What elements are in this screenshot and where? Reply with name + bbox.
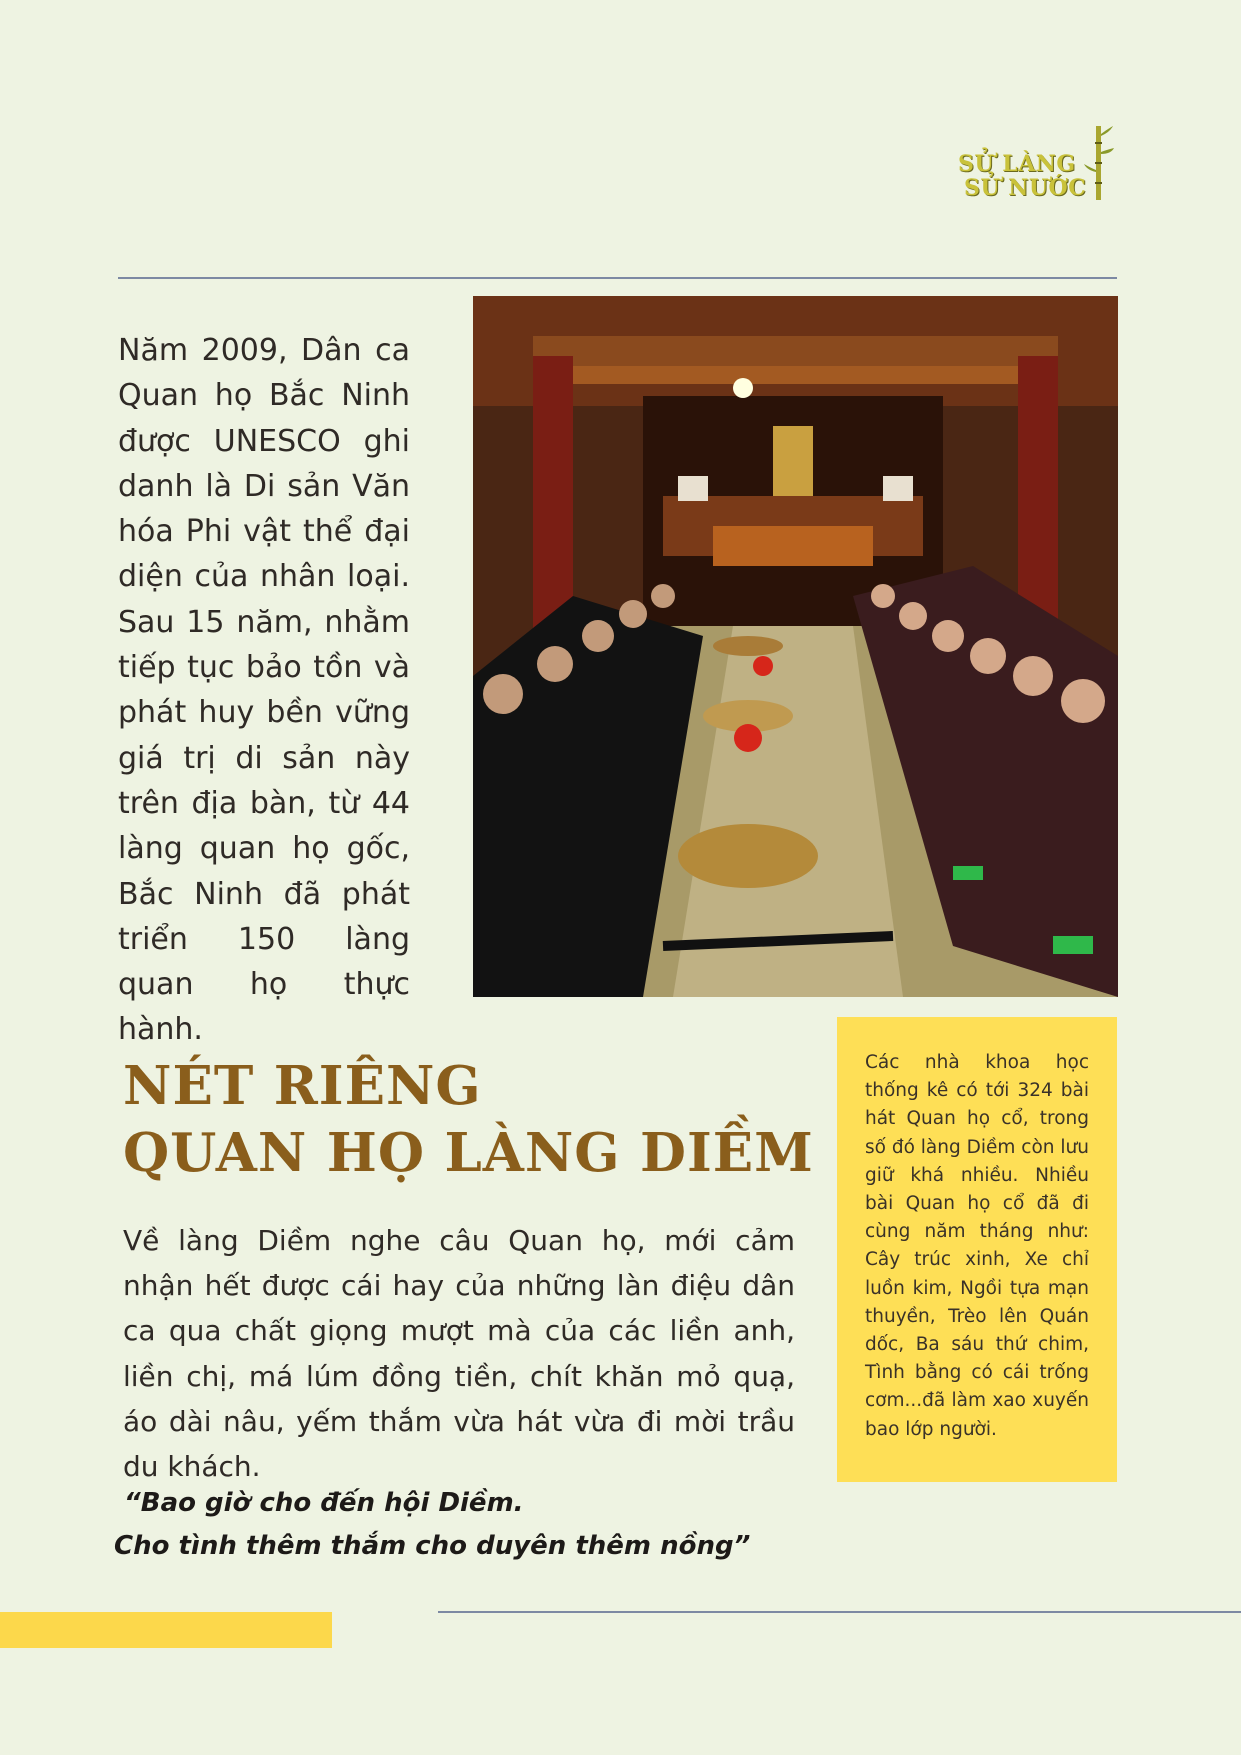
quote-line-1: “Bao giờ cho đến hội Diềm. — [124, 1488, 524, 1518]
section-body: Về làng Diềm nghe câu Quan họ, mới cảm nhận hết được cái hay của những làn điệu dân ca qua chất giọng mượt mà của các liền anh, liền chị, má lúm đồng tiền, chít khăn mỏ quạ, áo dài nâu, yếm thắm vừa hát vừa đi mời trầu du khách. — [123, 1224, 795, 1484]
section-title — [123, 1053, 843, 1187]
accent-bar — [0, 1612, 332, 1648]
folk-quote — [114, 1482, 750, 1568]
logo-line-2: SỬ NƯỚC — [964, 175, 1087, 201]
section-title-line-2: QUAN HỌ LÀNG DIỀM — [123, 1122, 814, 1184]
quan-ho-singers-photo — [473, 296, 1118, 997]
intro-text — [118, 328, 410, 1053]
top-divider — [118, 277, 1117, 279]
section-title-line-1: NÉT RIÊNG — [123, 1055, 482, 1117]
bamboo-icon — [1084, 124, 1114, 202]
info-sidebar — [837, 1017, 1117, 1482]
logo-line-1: SỬ LÀNG — [958, 151, 1076, 177]
sidebar-text: Các nhà khoa học thống kê có tới 324 bài hát Quan họ cổ, trong số đó làng Diềm còn lưu giữ khá nhiều. Nhiều bài Quan họ cổ đã đi cùng năm tháng như: Cây trúc xinh, Xe chỉ luồn kim, Ngồi tựa mạn thuyền, Trèo lên Quán dốc, Ba sáu thứ chim, Tình bằng có cái trống cơm...đã làm xao xuyến bao lớp người. — [865, 1052, 1089, 1440]
bottom-divider — [438, 1611, 1241, 1613]
quote-line-2: Cho tình thêm thắm cho duyên thêm nồng” — [114, 1531, 751, 1561]
logo — [950, 124, 1120, 204]
intro-paragraph-1: Năm 2009, Dân ca Quan họ Bắc Ninh được UNESCO ghi danh là Di sản Văn hóa Phi vật thể đại diện của nhân loại. — [118, 333, 410, 595]
intro-paragraph-2: Sau 15 năm, nhằm tiếp tục bảo tồn và phát huy bền vững giá trị di sản này trên địa bàn, từ 44 làng quan họ gốc, Bắc Ninh đã phát triển 150 làng quan họ thực hành. — [118, 604, 410, 1048]
